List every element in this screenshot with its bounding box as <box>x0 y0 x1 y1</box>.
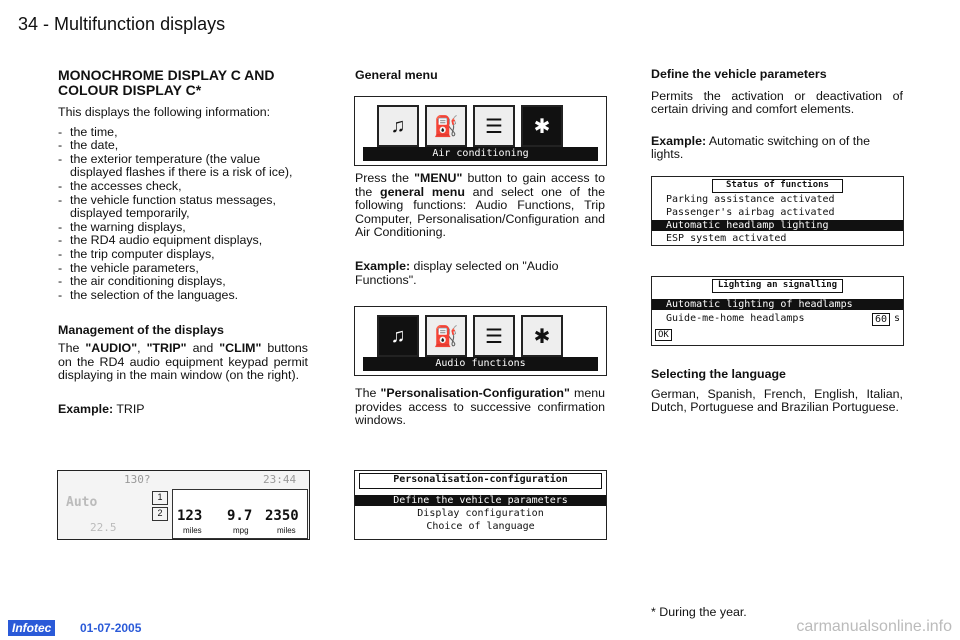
page-title: 34 - Multifunction displays <box>18 14 226 34</box>
brand-logo: Infotec <box>8 620 55 636</box>
general-menu-screen <box>354 96 607 166</box>
management-title: Management of the displays <box>58 323 224 338</box>
personalisation-screen <box>354 470 607 540</box>
screen-title: Status of functions <box>712 179 843 193</box>
screen-row: Guide-me-home headlamps <box>666 313 805 324</box>
list-item: - the trip computer displays, <box>58 248 308 262</box>
screen-row: Passenger's airbag activated <box>666 207 835 218</box>
list-item: - the time, <box>58 126 308 140</box>
list-item: - the accesses check, <box>58 180 308 194</box>
screen-row: ESP system activated <box>666 233 787 244</box>
tab-1: 1 <box>152 491 168 505</box>
personalisation-text: The "Personalisation-Configuration" menu provides access to successive confirmation windows. <box>355 386 605 428</box>
general-menu-title: General menu <box>355 68 438 82</box>
audio-example: Example: display selected on "Audio Functions". <box>355 258 559 287</box>
list-item: - the air conditioning displays, <box>58 275 308 289</box>
watermark: carmanualsonline.info <box>796 618 952 635</box>
audio-icon: ♫ <box>377 105 419 147</box>
audio-functions-screen <box>354 306 607 376</box>
audio-icon: ♫ <box>377 315 419 357</box>
list-item: - the date, <box>58 139 308 153</box>
publish-date: 01-07-2005 <box>80 621 142 635</box>
trip-computer-icon: ⛽ <box>425 105 467 147</box>
trip-computer-icon: ⛽ <box>425 315 467 357</box>
air-conditioning-icon: ✱ <box>521 315 563 357</box>
climate-setpoint: 22.5 <box>90 521 117 534</box>
trip-unit-distance: miles <box>183 526 202 535</box>
screen-title: Personalisation-configuration <box>359 473 602 489</box>
column-3 <box>651 68 903 162</box>
climate-mode: Auto <box>66 495 98 510</box>
screen-row: Parking assistance activated <box>666 194 835 205</box>
clock-time: 23:44 <box>263 473 297 486</box>
settings-icon: ☰ <box>473 315 515 357</box>
duration-unit: s <box>894 313 901 324</box>
screen-row: Display configuration <box>417 508 544 519</box>
management-text: The "AUDIO", "TRIP" and "CLIM" buttons on the RD4 audio equipment keypad permit displaying in the main window (on the right). <box>58 340 309 383</box>
language-title: Selecting the language <box>651 367 786 381</box>
trip-value-consumption: 9.7 <box>227 508 253 524</box>
section-title-display: MONOCHROME DISPLAY C AND COLOUR DISPLAY C* <box>58 67 275 98</box>
footnote: * During the year. <box>651 605 747 619</box>
exterior-temperature: 130? <box>124 473 151 486</box>
screen-row: Choice of language <box>426 521 535 532</box>
trip-values-panel <box>172 489 308 539</box>
vehicle-params-title: Define the vehicle parameters <box>651 67 827 81</box>
screen-bar-label: Audio functions <box>363 357 598 371</box>
screen-row-selected: Automatic headlamp lighting <box>652 220 903 231</box>
lighting-screen <box>651 276 904 346</box>
list-item: - the RD4 audio equipment displays, <box>58 234 308 248</box>
list-item: - the vehicle parameters, <box>58 262 308 276</box>
ok-button: OK <box>655 329 672 341</box>
duration-value: 60 <box>872 313 890 326</box>
feature-list <box>58 126 308 303</box>
trip-unit-consumption: mpg <box>233 526 249 535</box>
screen-row-selected: Define the vehicle parameters <box>355 495 606 506</box>
language-text: German, Spanish, French, English, Italian, Dutch, Portuguese and Brazilian Portuguese. <box>651 386 903 415</box>
trip-display-image <box>57 470 310 540</box>
vehicle-params-text: Permits the activation or deactivation of certain driving and comfort elements. <box>651 88 903 117</box>
tab-2: 2 <box>152 507 168 521</box>
column-1 <box>58 68 308 416</box>
list-item: - the warning displays, <box>58 221 308 235</box>
list-item: - the selection of the languages. <box>58 289 308 303</box>
intro-text: This displays the following information: <box>58 105 271 119</box>
language-section <box>651 368 903 415</box>
screen-row-selected: Automatic lighting of headlamps <box>652 299 903 310</box>
lights-example: Example: Automatic switching on of the lights. <box>651 133 871 162</box>
list-item: - the vehicle function status messages, displayed temporarily, <box>58 194 308 221</box>
status-functions-screen <box>651 176 904 246</box>
trip-unit-range: miles <box>277 526 296 535</box>
air-conditioning-icon: ✱ <box>521 105 563 147</box>
screen-title: Lighting an signalling <box>712 279 843 293</box>
trip-value-range: 2350 <box>265 508 299 524</box>
trip-example: Example: TRIP <box>58 401 145 416</box>
settings-icon: ☰ <box>473 105 515 147</box>
trip-value-distance: 123 <box>177 508 203 524</box>
general-menu-text: Press the "MENU" button to gain access to the general menu and select one of the following functions: Audio Functions, Trip Computer, Personalisation/Configuration and Air Conditioning. Example: display selected on "Audio Functions". <box>355 171 605 287</box>
list-item: - the exterior temperature (the value displayed flashes if there is a risk of ice), <box>58 153 308 180</box>
screen-bar-label: Air conditioning <box>363 147 598 161</box>
